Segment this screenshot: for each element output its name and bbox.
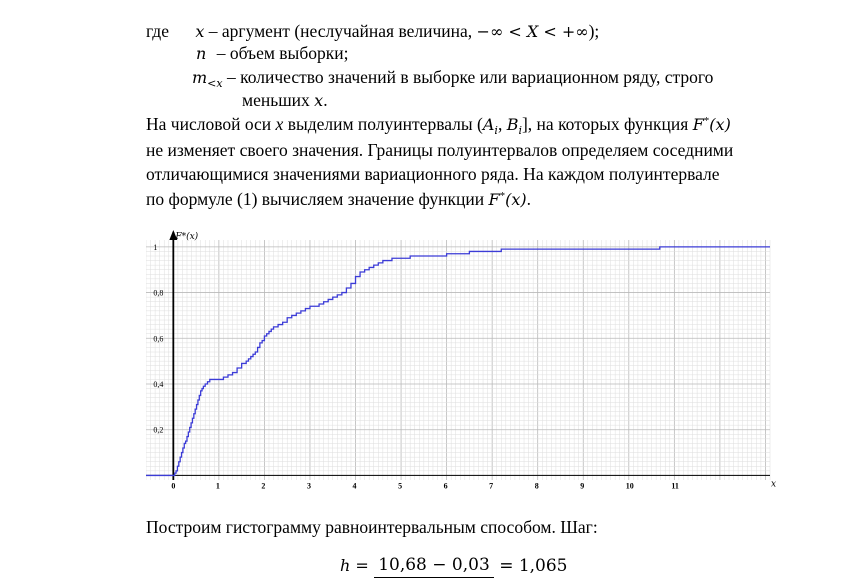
y-axis-label: F*(x) [175,232,199,242]
p1-F: F [692,115,704,134]
p4-arg: (x) [505,190,527,209]
definition-m-text: – количество значений в выборке или вариационном ряду, строго [226,67,714,87]
definition-m-continuation [242,89,328,112]
x-tick-label: 9 [580,481,585,491]
x-tick-label: 2 [261,481,266,491]
x-tick-label: 1 [215,481,220,491]
p1-text-b: выделим полуинтервалы ( [283,114,483,134]
definition-x-end: ); [588,21,600,41]
y-tick-label: 0,6 [153,334,164,344]
step-formula [340,555,568,578]
definition-x-text: аргумент (неслучайная величина, [221,21,477,41]
formula-rhs: = 1,065 [499,556,568,576]
var-x: x [195,22,205,41]
p1-text-a: На числовой оси [146,114,276,134]
x-tick-label: 7 [489,481,494,491]
y-tick-label: 0,2 [153,425,164,435]
y-tick-label: 0,4 [153,380,164,389]
paragraph-line-3: отличающимися значениями вариационного ряда. На каждом полуинтервале [146,164,720,184]
var-x-2: x [314,91,324,110]
x-tick-label: 10 [625,481,634,491]
formula-lhs: h = [340,556,369,575]
definition-m-cont-text: меньших [242,90,315,110]
p1-A: A [482,115,495,134]
where-word: где [146,21,169,41]
paragraph-line-4 [146,188,531,213]
var-n: n [196,44,207,63]
ecdf-chart [146,228,776,496]
formula-numerator: 10,68 − 0,03 [374,555,494,578]
p1-B: B [506,115,519,134]
x-tick-label: 6 [443,481,448,491]
formula-fraction [374,555,494,578]
p1-i2: i [518,124,522,137]
paragraph-line-1 [146,113,731,138]
x-tick-label: 11 [671,481,679,491]
x-tick-label: 8 [534,481,539,491]
p4-end: . [526,189,532,209]
x-tick-label: 5 [398,481,403,491]
x-tick-label: 4 [352,481,357,491]
var-m-subscript: <x [207,77,223,90]
p4-F: F [488,190,500,209]
period: . [323,90,328,110]
paragraph-histogram: Построим гистограмму равноинтервальным способом. Шаг: [146,517,598,537]
p4-star: * [499,190,506,202]
dash: – [208,21,218,41]
definition-n-text: – объем выборки; [216,43,349,63]
p1-star: * [703,115,710,127]
p1-comma: , [497,114,507,134]
x-tick-label: 0 [171,481,176,491]
range-math: −∞ < X < +∞ [476,22,589,41]
p4-text-a: по формуле (1) вычисляем значение функции [146,189,489,209]
var-m: m [192,68,208,87]
y-tick-label: 1 [153,242,158,252]
definition-x [146,20,599,43]
definition-m [192,66,713,91]
p1-x: x [275,114,284,134]
x-tick-label: 3 [306,481,311,491]
y-tick-label: 0,8 [153,288,164,298]
p1-arg: (x) [709,115,731,134]
definition-n [196,42,348,65]
p1-i1: i [494,124,498,137]
x-axis-label: x [771,479,776,490]
paragraph-line-2: не изменяет своего значения. Границы полуинтервалов определяем соседними [146,140,734,160]
p1-text-c: ], на которых функция [521,114,693,134]
